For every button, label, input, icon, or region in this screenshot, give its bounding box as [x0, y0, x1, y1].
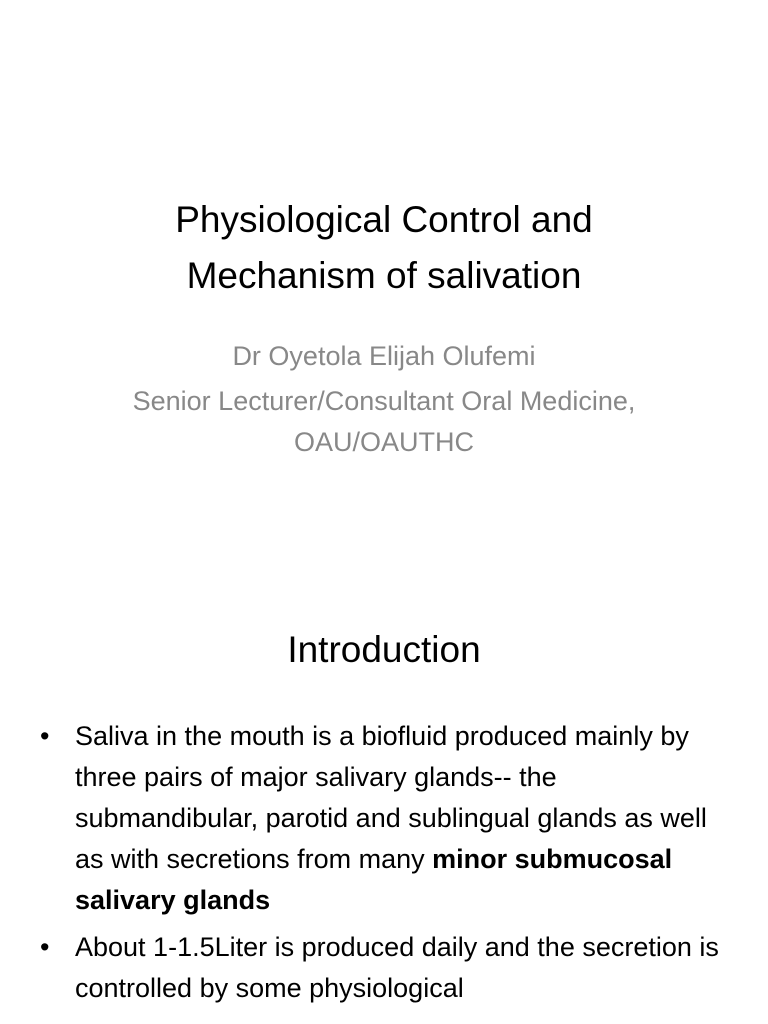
bullet-dot-icon: • — [40, 932, 50, 962]
bullet-item — [40, 927, 740, 1009]
section-title: Introduction — [287, 629, 481, 670]
bullet-text: Saliva in the mouth is a biofluid produced mainly by three pairs of major salivary glands-- the submandibular, parotid and sublingual glands as well as with secretions from many — [75, 721, 707, 874]
bullet-dot-icon: • — [40, 721, 50, 751]
author-position: Senior Lecturer/Consultant Oral Medicine, OAU/OAUTHC — [132, 386, 636, 457]
author-name: Dr Oyetola Elijah Olufemi — [232, 341, 536, 371]
introduction-slide — [0, 576, 768, 1024]
bullet-bold-text: minor submucosal salivary glands — [75, 844, 673, 915]
bullet-text: About 1-1.5Liter is produced daily and the secretion is controlled by some physiological — [75, 932, 719, 1003]
bullet-list — [40, 716, 740, 1015]
slide-subtitle — [84, 334, 684, 463]
slide-title: Physiological Control and Mechanism of salivation — [175, 199, 593, 296]
bullet-item — [40, 716, 740, 921]
